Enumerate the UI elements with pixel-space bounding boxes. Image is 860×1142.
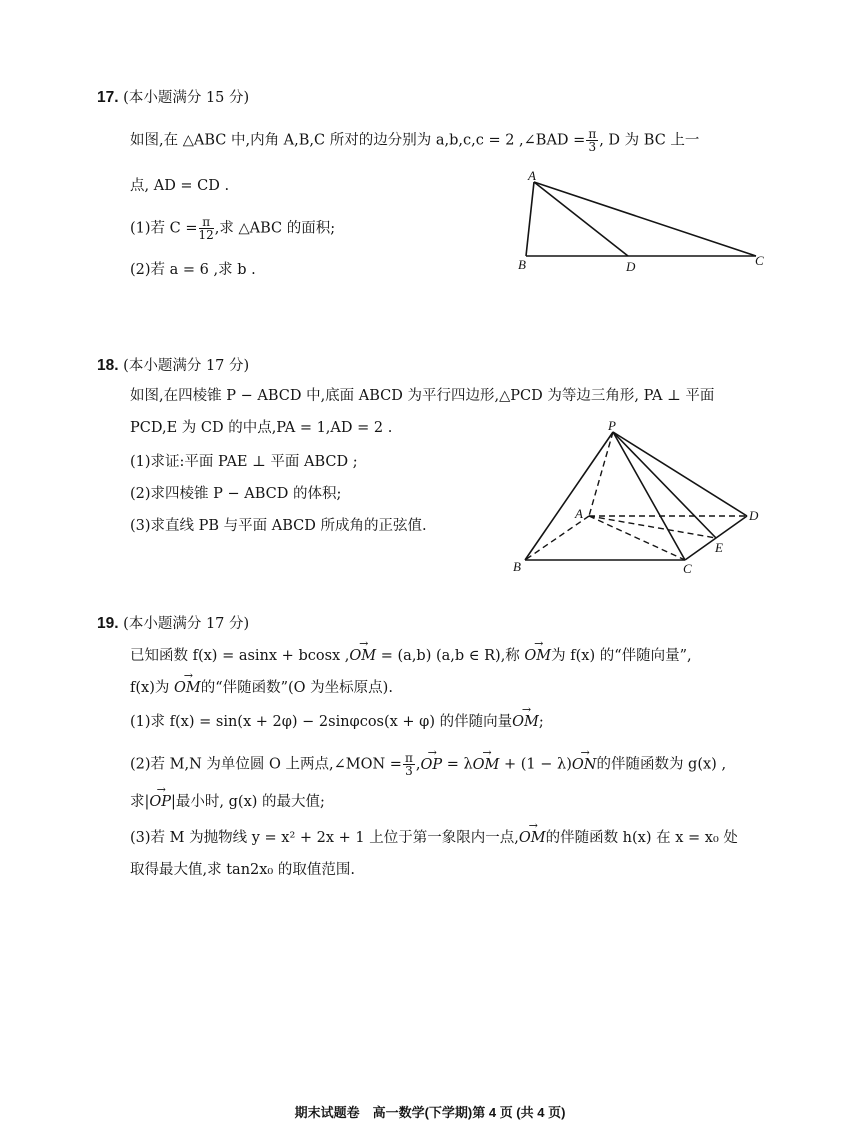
q17-frac-pi-3 [586, 128, 598, 153]
q19-part2-line2-a: 求| [130, 794, 150, 810]
q17-line1-text: 如图,在 △ABC 中,内角 A,B,C 所对的边分别为 a,b,c,c = 2 ,∠BAD = [130, 132, 586, 149]
q17-score: (本小题满分 15 分) [123, 90, 250, 106]
q19-part2-c: = λ [442, 756, 473, 773]
q18-pyramid-figure [505, 418, 765, 576]
vector-OP: → OP [420, 755, 442, 775]
q17-number: 17. [97, 89, 119, 106]
frac-num: π [588, 127, 597, 141]
frac-den: 12 [198, 228, 214, 242]
q19-line1-c: 为 f(x) 的“伴随向量”, [551, 648, 692, 664]
q17-part2: (2)若 a = 6 ,求 b . [130, 262, 256, 278]
q19-line1 [130, 646, 692, 666]
q17-part1-text: (1)若 C = [130, 220, 198, 237]
q19-part3-a: (3)若 M 为抛物线 y = x² + 2x + 1 上位于第一象限内一点, [130, 830, 519, 846]
vector-OM: → OM [524, 646, 551, 666]
vector-OM: → OM [512, 712, 539, 732]
edge-AD [534, 182, 628, 256]
edge-AC [589, 516, 685, 560]
label-A: A [575, 506, 583, 521]
edge-AB [525, 516, 589, 560]
q19-part3-line2: 取得最大值,求 tan2x₀ 的取值范围. [130, 862, 355, 878]
q19-score: (本小题满分 17 分) [123, 616, 250, 632]
q17-header [97, 88, 249, 108]
q19-line1-a: 已知函数 f(x) = asinx + bcosx , [130, 648, 350, 664]
q19-part2 [130, 752, 726, 777]
q18-header [97, 356, 249, 376]
frac-num: π [199, 216, 214, 229]
q18-part2: (2)求四棱锥 P − ABCD 的体积; [130, 486, 342, 502]
q19-part1-a: (1)求 f(x) = sin(x + 2φ) − 2sinφcos(x + φ) 的伴随向量 [130, 714, 513, 730]
q19-line1-b: = (a,b) (a,b ∈ R),称 [376, 648, 525, 664]
page-footer: 期末试题卷 高一数学(下学期)第 4 页 (共 4 页) [294, 1105, 566, 1120]
q19-part3-b: 的伴随函数 h(x) 在 x = x₀ 处 [545, 830, 738, 846]
q19-part1 [130, 712, 544, 732]
label-D: D [626, 259, 636, 274]
vector-OM: → OM [519, 828, 546, 848]
label-P: P [608, 418, 616, 433]
label-B: B [518, 257, 526, 272]
q18-number: 18. [97, 357, 119, 374]
q18-part3: (3)求直线 PB 与平面 ABCD 所成角的正弦值. [130, 518, 427, 534]
label-D: D [749, 508, 759, 523]
q18-line2: PCD,E 为 CD 的中点,PA = 1,AD = 2 . [130, 420, 393, 436]
label-C: C [683, 561, 692, 576]
edge-AB [526, 182, 534, 256]
vector-ON: → ON [572, 755, 597, 775]
edge-AC [534, 182, 756, 256]
q17-part1-tail: ,求 △ABC 的面积; [214, 220, 336, 237]
q19-line2 [130, 678, 393, 698]
q18-score: (本小题满分 17 分) [123, 358, 250, 374]
q17-line1-tail: , D 为 BC 上一 [599, 132, 700, 149]
q17-part1 [130, 216, 335, 241]
q19-line2-a: f(x)为 [130, 680, 174, 696]
frac-num: π [404, 751, 413, 765]
q19-number: 19. [97, 615, 119, 632]
label-E: E [715, 540, 723, 555]
frac-den: 3 [405, 764, 413, 778]
q19-part1-b: ; [538, 714, 544, 730]
label-A: A [528, 168, 536, 183]
label-C: C [755, 253, 764, 268]
q19-part2-e: 的伴随函数为 g(x) , [596, 756, 727, 773]
q19-part2-a: (2)若 M,N 为单位圆 O 上两点,∠MON = [130, 756, 402, 773]
q18-part1: (1)求证:平面 PAE ⊥ 平面 ABCD ; [130, 454, 358, 470]
q19-frac-pi-3 [403, 752, 415, 777]
edge-PD [613, 432, 747, 516]
q19-part2-line2-b: |最小时, g(x) 的最大值; [171, 794, 325, 810]
vector-OM: → OM [349, 646, 376, 666]
q19-line2-b: 的“伴随函数”(O 为坐标原点). [200, 680, 393, 696]
q19-part3 [130, 828, 738, 848]
q19-part2-line2 [130, 792, 325, 812]
frac-den: 3 [588, 140, 597, 154]
q17-triangle-figure [510, 168, 780, 278]
edge-PB [525, 432, 613, 560]
vector-OP: → OP [149, 792, 171, 812]
vector-OM: → OM [174, 678, 201, 698]
q19-header [97, 614, 249, 634]
vector-OM: → OM [473, 755, 500, 775]
q19-part2-b: , [415, 756, 421, 773]
q18-line1: 如图,在四棱锥 P − ABCD 中,底面 ABCD 为平行四边形,△PCD 为等边三角形, PA ⊥ 平面 [130, 388, 715, 404]
q17-line1 [130, 128, 699, 153]
q17-line2: 点, AD = CD . [130, 178, 230, 194]
q19-part2-d: + (1 − λ) [499, 756, 572, 773]
q17-frac-pi-12 [199, 216, 214, 241]
edge-PA [589, 432, 613, 516]
label-B: B [513, 559, 521, 574]
